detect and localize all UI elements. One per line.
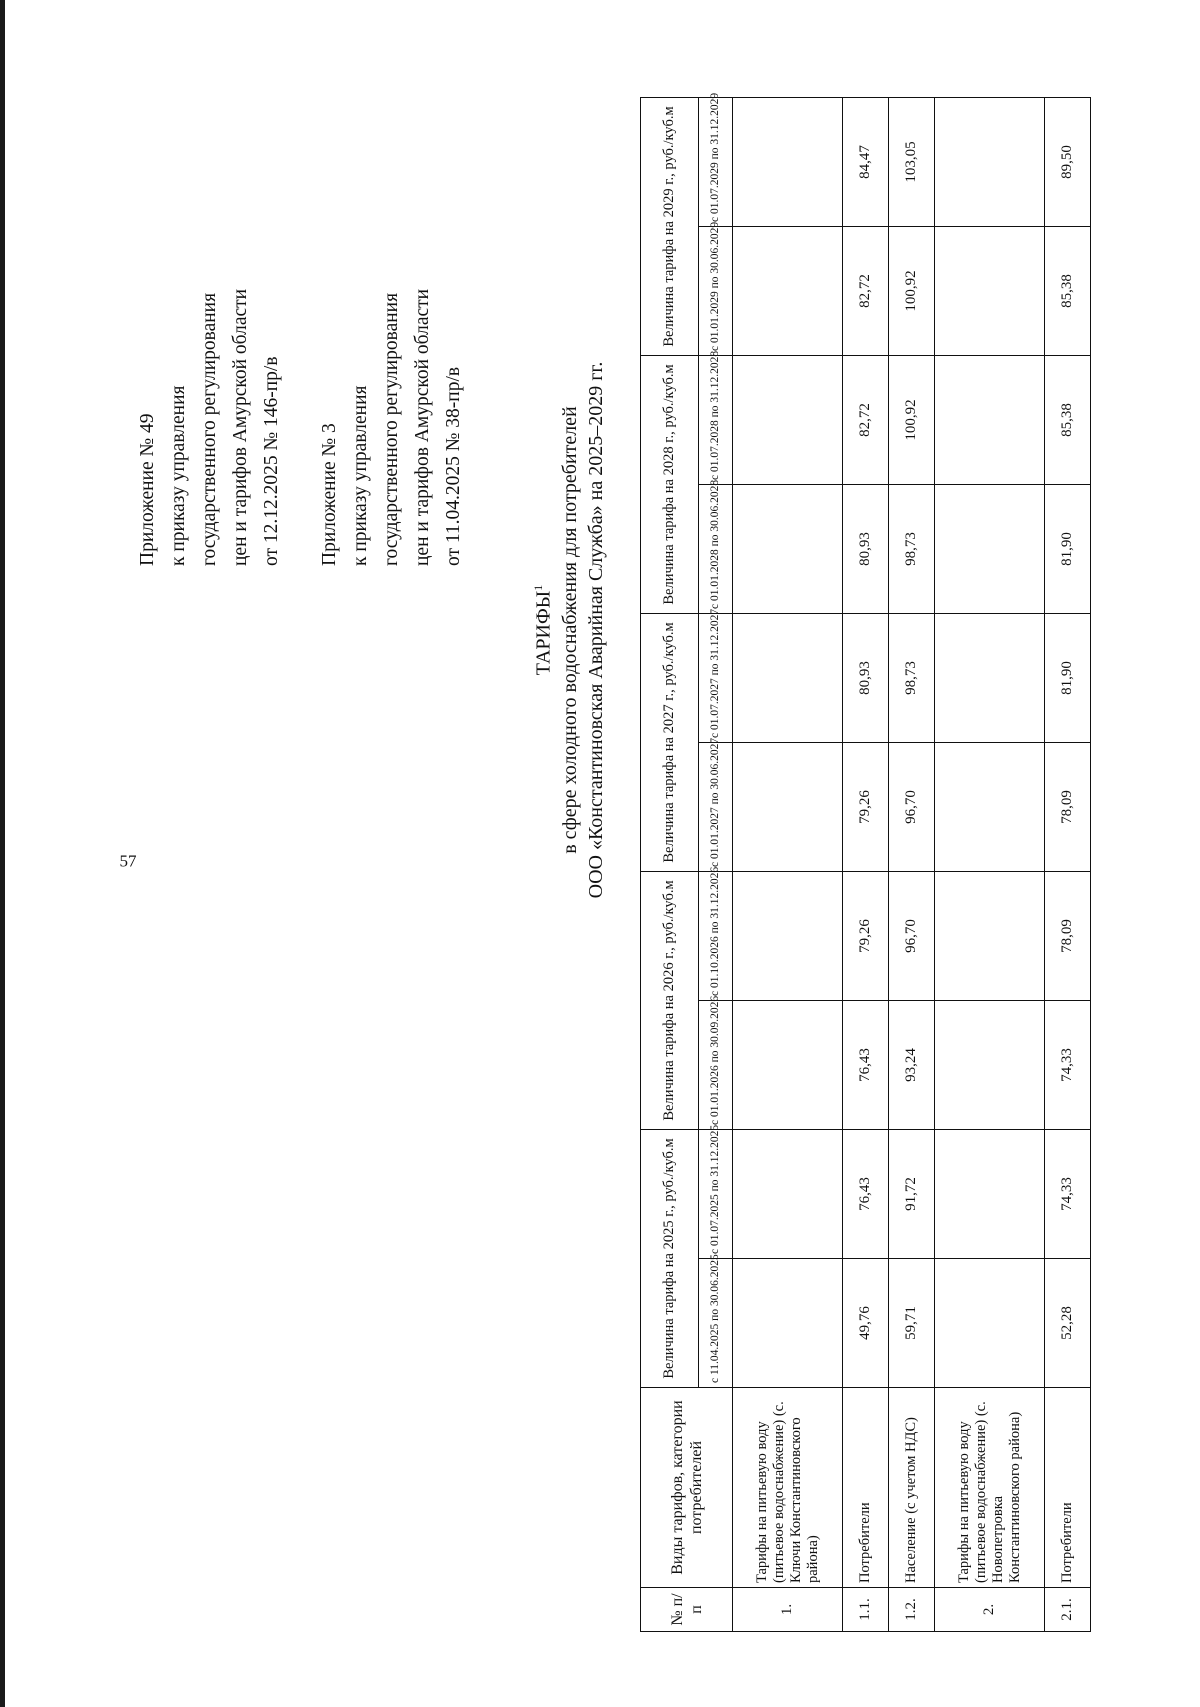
table-row bbox=[889, 98, 935, 1632]
title-main bbox=[525, 310, 557, 950]
table-row bbox=[733, 98, 843, 1632]
row-value: 52,28 bbox=[1045, 1259, 1091, 1388]
row-number: 1. bbox=[733, 1588, 843, 1632]
scan-edge bbox=[0, 0, 5, 1707]
header-period: с 01.07.2028 по 31.12.2028 bbox=[699, 356, 733, 485]
title-line-3: ООО «Константиновская Аварийная Служба» на 2025–2029 гг. bbox=[584, 361, 607, 899]
row-value: 98,73 bbox=[889, 614, 935, 743]
header-period: с 01.01.2027 по 30.06.2027 bbox=[699, 743, 733, 872]
row-kind: Тарифы на питьевую воду (питьевое водоснабжение) (с. Новопетровка Константиновского района) bbox=[935, 1388, 1045, 1588]
header-period: с 01.01.2028 по 30.06.2028 bbox=[699, 485, 733, 614]
row-number: 2.1. bbox=[1045, 1588, 1091, 1632]
appendix-original-line: Приложение № 3 bbox=[319, 423, 340, 566]
row-value bbox=[733, 1259, 843, 1388]
row-value bbox=[935, 1259, 1045, 1388]
row-value: 78,09 bbox=[1045, 743, 1091, 872]
rotated-document bbox=[20, 50, 1160, 1650]
row-value bbox=[733, 1130, 843, 1259]
header-period: с 01.07.2029 по 31.12.2029 bbox=[699, 98, 733, 227]
title-footnote-mark: 1 bbox=[531, 584, 545, 591]
appendix-original-line: государственного регулирования bbox=[381, 292, 402, 566]
appendix-current-line: цен и тарифов Амурской области bbox=[230, 288, 251, 566]
header-year-2025: Величина тарифа на 2025 г., руб./куб.м bbox=[641, 1130, 699, 1388]
row-value bbox=[935, 98, 1045, 227]
title-main-text: ТАРИФЫ bbox=[532, 590, 555, 676]
row-value bbox=[935, 872, 1045, 1001]
header-num: № п/п bbox=[641, 1588, 733, 1632]
header-year-2029: Величина тарифа на 2029 г., руб./куб.м bbox=[641, 98, 699, 356]
row-value: 78,09 bbox=[1045, 872, 1091, 1001]
row-value: 74,33 bbox=[1045, 1130, 1091, 1259]
row-value bbox=[935, 227, 1045, 356]
header-kind: Виды тарифов, категории потребителей bbox=[641, 1388, 733, 1588]
row-number: 2. bbox=[935, 1588, 1045, 1632]
row-value: 80,93 bbox=[843, 614, 889, 743]
row-value: 82,72 bbox=[843, 227, 889, 356]
row-value: 80,93 bbox=[843, 485, 889, 614]
row-value: 84,47 bbox=[843, 98, 889, 227]
row-value: 93,24 bbox=[889, 1001, 935, 1130]
row-value bbox=[733, 485, 843, 614]
header-period: с 11.04.2025 по 30.06.2025 bbox=[699, 1259, 733, 1388]
row-value: 81,90 bbox=[1045, 614, 1091, 743]
row-value: 79,26 bbox=[843, 872, 889, 1001]
appendix-original-line: к приказу управления bbox=[350, 385, 371, 566]
row-value: 91,72 bbox=[889, 1130, 935, 1259]
page-number: 57 bbox=[119, 851, 137, 871]
row-value bbox=[935, 1130, 1045, 1259]
row-value: 96,70 bbox=[889, 872, 935, 1001]
row-value: 85,38 bbox=[1045, 356, 1091, 485]
header-period: с 01.07.2025 по 31.12.2025 bbox=[699, 1130, 733, 1259]
appendix-original-line: от 11.04.2025 № 38-пр/в bbox=[443, 366, 464, 566]
header-period: с 01.01.2029 по 30.06.2029 bbox=[699, 227, 733, 356]
header-period: с 01.01.2026 по 30.09.2026 bbox=[699, 1001, 733, 1130]
appendix-current-line: от 12.12.2025 № 146-пр/в bbox=[261, 356, 282, 566]
appendix-original-line: цен и тарифов Амурской области bbox=[412, 288, 433, 566]
row-value: 85,38 bbox=[1045, 227, 1091, 356]
row-value: 81,90 bbox=[1045, 485, 1091, 614]
table-header-row bbox=[641, 98, 699, 1632]
row-value bbox=[733, 227, 843, 356]
title-line-2: в сфере холодного водоснабжения для потребителей bbox=[558, 406, 581, 854]
row-value bbox=[935, 485, 1045, 614]
tariffs-table bbox=[640, 92, 1091, 1632]
header-period: с 01.07.2027 по 31.12.2027 bbox=[699, 614, 733, 743]
row-value: 96,70 bbox=[889, 743, 935, 872]
row-value: 100,92 bbox=[889, 356, 935, 485]
appendix-current bbox=[132, 289, 287, 566]
document-title bbox=[525, 310, 609, 950]
appendix-current-line: к приказу управления bbox=[168, 385, 189, 566]
row-kind: Тарифы на питьевую воду (питьевое водоснабжение) (с. Ключи Константиновского района) bbox=[733, 1388, 843, 1588]
row-value bbox=[733, 614, 843, 743]
row-kind: Потребители bbox=[1045, 1388, 1091, 1588]
table-row bbox=[843, 98, 889, 1632]
row-value: 74,33 bbox=[1045, 1001, 1091, 1130]
appendix-current-line: государственного регулирования bbox=[199, 292, 220, 566]
row-value: 59,71 bbox=[889, 1259, 935, 1388]
row-value bbox=[733, 743, 843, 872]
header-period: с 01.10.2026 по 31.12.2026 bbox=[699, 872, 733, 1001]
row-kind: Население (с учетом НДС) bbox=[889, 1388, 935, 1588]
appendix-original bbox=[314, 289, 469, 566]
row-value: 89,50 bbox=[1045, 98, 1091, 227]
row-number: 1.1. bbox=[843, 1588, 889, 1632]
header-year-2027: Величина тарифа на 2027 г., руб./куб.м bbox=[641, 614, 699, 872]
row-value bbox=[935, 356, 1045, 485]
table-row bbox=[1045, 98, 1091, 1632]
row-value: 82,72 bbox=[843, 356, 889, 485]
row-number: 1.2. bbox=[889, 1588, 935, 1632]
header-year-2026: Величина тарифа на 2026 г., руб./куб.м bbox=[641, 872, 699, 1130]
row-value bbox=[733, 98, 843, 227]
row-value bbox=[733, 872, 843, 1001]
row-value bbox=[935, 614, 1045, 743]
row-value bbox=[935, 743, 1045, 872]
row-value: 49,76 bbox=[843, 1259, 889, 1388]
row-value: 79,26 bbox=[843, 743, 889, 872]
row-kind: Потребители bbox=[843, 1388, 889, 1588]
row-value bbox=[733, 1001, 843, 1130]
row-value bbox=[935, 1001, 1045, 1130]
appendix-current-line: Приложение № 49 bbox=[137, 413, 158, 566]
row-value: 76,43 bbox=[843, 1001, 889, 1130]
row-value: 98,73 bbox=[889, 485, 935, 614]
row-value: 100,92 bbox=[889, 227, 935, 356]
row-value: 103,05 bbox=[889, 98, 935, 227]
row-value bbox=[733, 356, 843, 485]
header-year-2028: Величина тарифа на 2028 г., руб./куб.м bbox=[641, 356, 699, 614]
row-value: 76,43 bbox=[843, 1130, 889, 1259]
table-row bbox=[935, 98, 1045, 1632]
